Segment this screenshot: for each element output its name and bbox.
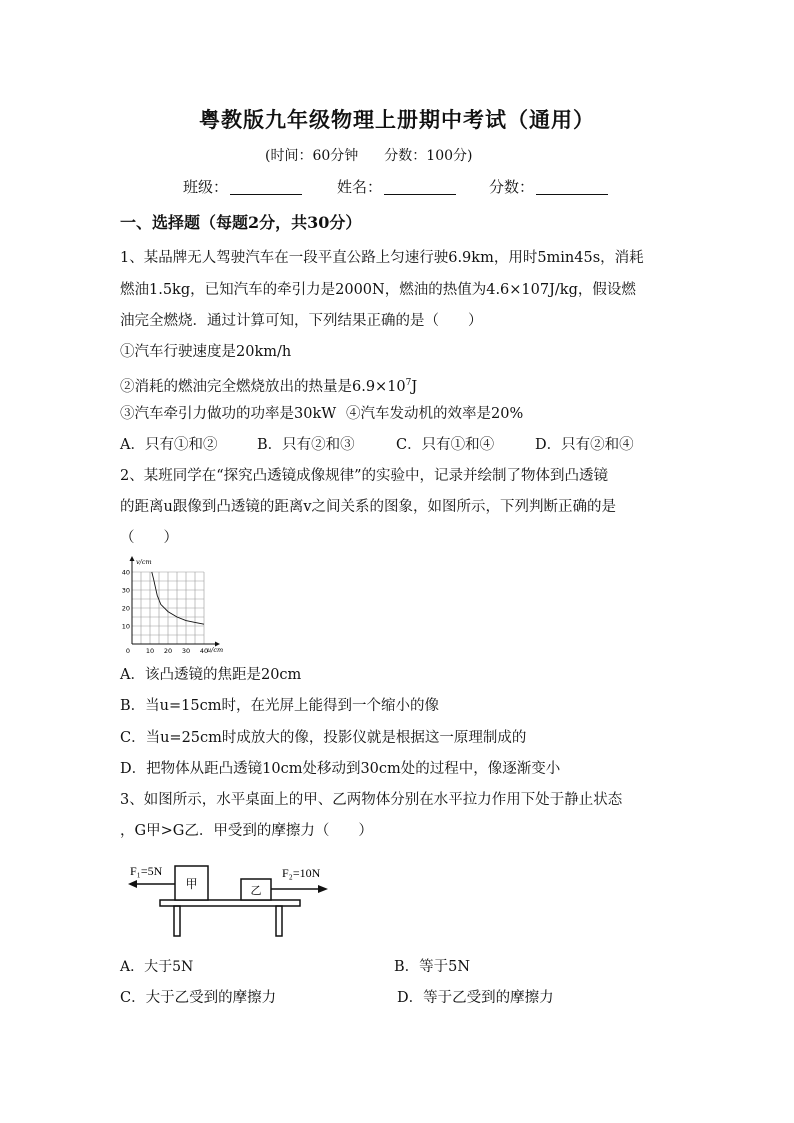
q1-stem-line2: 燃油1.5kg，已知汽车的牵引力是2000N，燃油的热值为4.6×107J/kg，假设燃: [120, 282, 636, 298]
q1-stem-line1: 1、某品牌无人驾驶汽车在一段平直公路上匀速行驶6.9km，用时5min45s，消耗: [120, 250, 644, 266]
score-label: 分数：: [489, 178, 535, 196]
class-label: 班级：: [183, 178, 229, 196]
name-blank: [384, 180, 456, 195]
q2-stem-line1: 2、某班同学在“探究凸透镜成像规律”的实验中，记录并绘制了物体到凸透镜: [120, 468, 609, 484]
q3-option-d[interactable]: D．等于乙受到的摩擦力: [397, 990, 554, 1006]
class-field: [183, 176, 302, 197]
q1-option-c[interactable]: C．只有①和④: [396, 437, 495, 453]
q2-stem-line2: 的距离u跟像到凸透镜的距离v之间关系的图象，如图所示，下列判断正确的是: [120, 499, 617, 515]
q2-stem-line3: （ ）: [120, 530, 178, 546]
table-top: [160, 900, 300, 906]
block-jia-label: 甲: [185, 877, 198, 891]
q3-option-c[interactable]: C．大于乙受到的摩擦力: [120, 990, 277, 1006]
y-axis-label: v/cm: [136, 558, 152, 566]
q1-s2-exponent: 7: [405, 378, 412, 388]
y-tick-label: 10: [121, 622, 130, 631]
q3-option-b[interactable]: B．等于5N: [394, 959, 471, 975]
q1-s2-unit: J: [411, 378, 418, 395]
q2-option-a[interactable]: A．该凸透镜的焦距是20cm: [120, 667, 302, 683]
q3-option-a[interactable]: A．大于5N: [120, 959, 194, 975]
score-blank: [536, 180, 608, 195]
origin-label: 0: [125, 647, 130, 655]
q1-statement-3: ③汽车牵引力做功的功率是30kW: [120, 406, 337, 422]
page-title: 粤教版九年级物理上册期中考试（通用）: [199, 107, 595, 132]
uv-graph: [112, 556, 232, 658]
f2-arrowhead-icon: [318, 885, 328, 893]
name-label: 姓名：: [337, 178, 383, 196]
y-axis-arrow-icon: [130, 556, 135, 561]
q1-statement-1: ①汽车行驶速度是20km/h: [120, 344, 292, 360]
y-tick-label: 20: [121, 604, 130, 613]
y-tick-label: 30: [121, 586, 130, 595]
x-axis-label: u/cm: [207, 646, 224, 654]
uv-curve: [152, 572, 204, 624]
q1-s2-text: ②消耗的燃油完全燃烧放出的热量是6.9×10: [120, 378, 406, 395]
class-blank: [230, 180, 302, 195]
q1-option-b[interactable]: B．只有②和③: [257, 437, 355, 453]
q2-option-b[interactable]: B．当u=15cm时，在光屏上能得到一个缩小的像: [120, 698, 439, 714]
section-title: 一、选择题（每题2分，共30分）: [120, 213, 362, 232]
exam-time: (时间：60分钟: [265, 148, 359, 164]
y-tick-label: 40: [121, 568, 130, 577]
q1-option-a[interactable]: A．只有①和②: [120, 437, 218, 453]
score-field: [489, 176, 608, 197]
f2-label: F₂=10N: [282, 866, 321, 880]
f1-arrowhead-icon: [128, 880, 137, 888]
q1-statement-4: ④汽车发动机的效率是20%: [346, 406, 524, 422]
x-tick-label: 20: [163, 647, 173, 655]
force-diagram: [125, 856, 335, 940]
name-field: [337, 176, 456, 197]
exam-meta: [265, 145, 498, 165]
table-leg-right: [276, 906, 282, 936]
table-leg-left: [174, 906, 180, 936]
q3-stem-line1: 3、如图所示，水平桌面上的甲、乙两物体分别在水平拉力作用下处于静止状态: [120, 792, 623, 808]
q2-option-d[interactable]: D．把物体从距凸透镜10cm处移动到30cm处的过程中，像逐渐变小: [120, 761, 561, 777]
q1-statement-2: [120, 373, 417, 397]
q3-stem-line2: ，G甲>G乙．甲受到的摩擦力（ ）: [120, 823, 373, 839]
q1-stem-line3: 油完全燃烧．通过计算可知，下列结果正确的是（ ）: [120, 313, 483, 329]
q1-option-d[interactable]: D．只有②和④: [535, 437, 634, 453]
f1-label: F₁=5N: [130, 864, 163, 878]
block-yi-label: 乙: [250, 884, 262, 897]
exam-score-total: 分数：100分): [384, 148, 473, 164]
q2-option-c[interactable]: C．当u=25cm时成放大的像，投影仪就是根据这一原理制成的: [120, 730, 527, 746]
x-tick-label: 30: [181, 647, 191, 655]
x-tick-label: 10: [145, 647, 155, 655]
x-tick-label: 40: [199, 647, 209, 655]
